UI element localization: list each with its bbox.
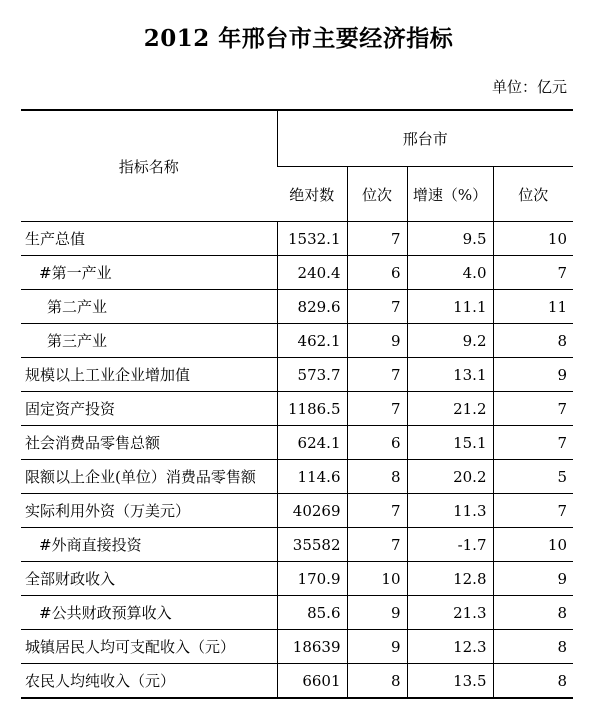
row-rank2: 11 [493, 290, 573, 324]
row-rank1: 7 [347, 222, 407, 256]
row-absolute: 40269 [277, 494, 347, 528]
row-rank1: 8 [347, 460, 407, 494]
row-rank2: 8 [493, 664, 573, 699]
row-rank2: 8 [493, 596, 573, 630]
table-row [21, 290, 573, 324]
row-growth: 9.2 [407, 324, 493, 358]
page-title: 2012 年邢台市主要经济指标 [143, 25, 454, 52]
row-growth: 15.1 [407, 426, 493, 460]
row-absolute: 6601 [277, 664, 347, 699]
row-rank2: 9 [493, 562, 573, 596]
row-name: #第一产业 [21, 256, 277, 290]
row-name: 实际利用外资（万美元） [21, 494, 277, 528]
row-growth: 4.0 [407, 256, 493, 290]
row-name: 固定资产投资 [21, 392, 277, 426]
row-name: 城镇居民人均可支配收入（元） [21, 630, 277, 664]
header-rank2: 位次 [493, 167, 573, 222]
row-rank2: 8 [493, 630, 573, 664]
header-city-group: 邢台市 [277, 110, 573, 167]
row-rank1: 7 [347, 290, 407, 324]
row-absolute: 462.1 [277, 324, 347, 358]
row-absolute: 829.6 [277, 290, 347, 324]
table-row [21, 664, 573, 699]
row-absolute: 170.9 [277, 562, 347, 596]
table-row [21, 460, 573, 494]
table-row [21, 562, 573, 596]
table-row [21, 630, 573, 664]
row-growth: 21.3 [407, 596, 493, 630]
row-rank1: 10 [347, 562, 407, 596]
row-growth: -1.7 [407, 528, 493, 562]
row-absolute: 114.6 [277, 460, 347, 494]
unit-label: 单位：亿元 [491, 78, 567, 96]
row-rank2: 7 [493, 256, 573, 290]
row-rank1: 7 [347, 358, 407, 392]
row-name: 农民人均纯收入（元） [21, 664, 277, 699]
table-row [21, 528, 573, 562]
row-rank2: 7 [493, 494, 573, 528]
table-row [21, 392, 573, 426]
table-row [21, 596, 573, 630]
row-absolute: 240.4 [277, 256, 347, 290]
table-row [21, 256, 573, 290]
row-absolute: 18639 [277, 630, 347, 664]
row-rank2: 10 [493, 222, 573, 256]
row-name: #公共财政预算收入 [21, 596, 277, 630]
row-name: #外商直接投资 [21, 528, 277, 562]
row-rank2: 5 [493, 460, 573, 494]
row-rank2: 9 [493, 358, 573, 392]
row-rank1: 6 [347, 426, 407, 460]
row-rank1: 9 [347, 596, 407, 630]
header-rank1: 位次 [347, 167, 407, 222]
row-name: 社会消费品零售总额 [21, 426, 277, 460]
row-absolute: 1532.1 [277, 222, 347, 256]
header-absolute: 绝对数 [277, 167, 347, 222]
row-absolute: 35582 [277, 528, 347, 562]
row-rank1: 7 [347, 528, 407, 562]
row-rank1: 6 [347, 256, 407, 290]
row-rank2: 8 [493, 324, 573, 358]
row-growth: 13.1 [407, 358, 493, 392]
row-growth: 12.8 [407, 562, 493, 596]
row-rank2: 7 [493, 426, 573, 460]
indicator-table [21, 109, 573, 699]
row-absolute: 624.1 [277, 426, 347, 460]
row-rank2: 7 [493, 392, 573, 426]
row-absolute: 1186.5 [277, 392, 347, 426]
row-growth: 9.5 [407, 222, 493, 256]
row-growth: 21.2 [407, 392, 493, 426]
row-rank1: 7 [347, 494, 407, 528]
row-name: 生产总值 [21, 222, 277, 256]
row-rank1: 7 [347, 392, 407, 426]
table-row [21, 324, 573, 358]
row-growth: 12.3 [407, 630, 493, 664]
row-absolute: 85.6 [277, 596, 347, 630]
row-absolute: 573.7 [277, 358, 347, 392]
row-name: 全部财政收入 [21, 562, 277, 596]
table-row [21, 358, 573, 392]
table-row [21, 494, 573, 528]
row-growth: 11.1 [407, 290, 493, 324]
row-name: 规模以上工业企业增加值 [21, 358, 277, 392]
row-rank1: 9 [347, 630, 407, 664]
header-indicator-name: 指标名称 [21, 110, 277, 222]
row-rank1: 8 [347, 664, 407, 699]
row-name: 限额以上企业(单位）消费品零售额 [21, 460, 277, 494]
row-rank2: 10 [493, 528, 573, 562]
table-row [21, 222, 573, 256]
row-growth: 13.5 [407, 664, 493, 699]
row-growth: 20.2 [407, 460, 493, 494]
header-growth: 增速（%） [407, 167, 493, 222]
row-name: 第二产业 [21, 290, 277, 324]
row-name: 第三产业 [21, 324, 277, 358]
row-growth: 11.3 [407, 494, 493, 528]
table-row [21, 426, 573, 460]
row-rank1: 9 [347, 324, 407, 358]
